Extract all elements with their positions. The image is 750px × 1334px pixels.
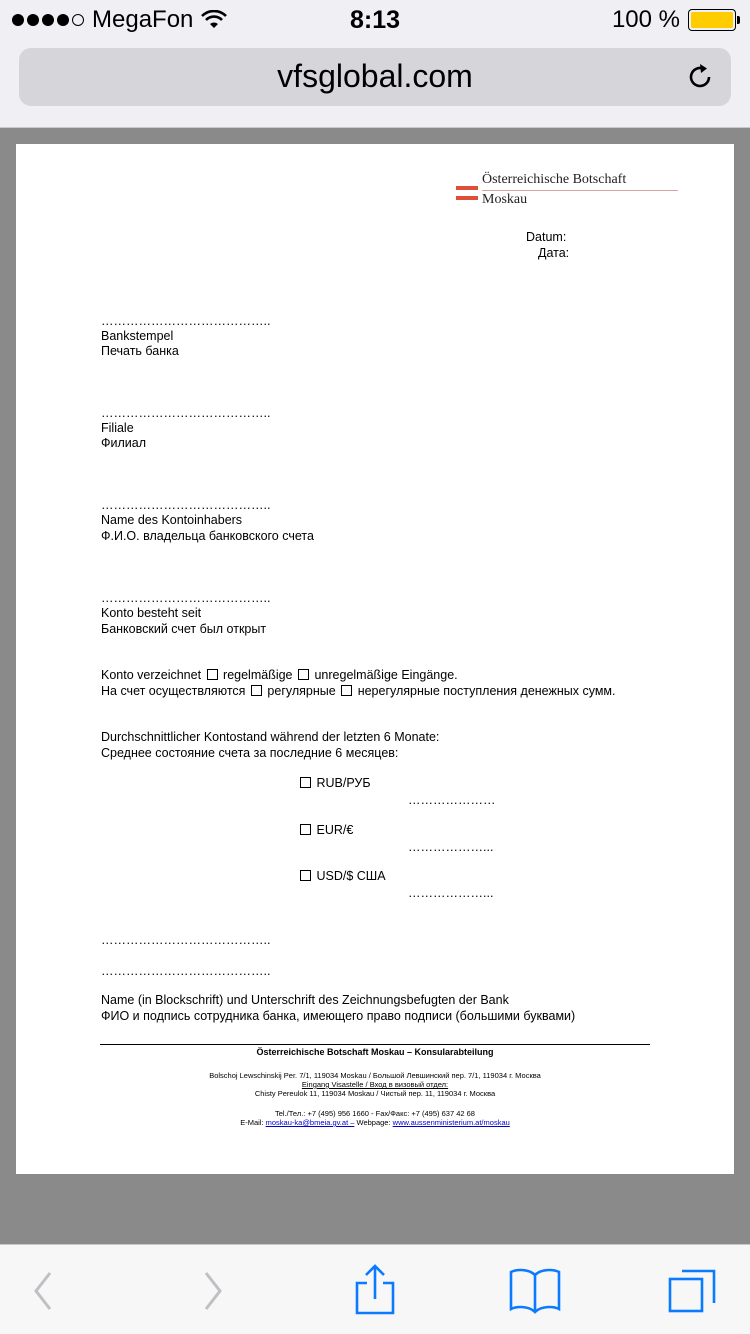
share-icon[interactable] — [347, 1263, 403, 1319]
footer-contact — [100, 1118, 650, 1127]
clock: 8:13 — [349, 6, 401, 34]
browser-address-area — [0, 40, 750, 128]
irregular-checkbox-de[interactable] — [298, 669, 309, 680]
footer-address: Bolschoj Lewschinskij Per. 7/1, 119034 Moskau / Большой Левшинский пер. 7/1, 119034 г. Москва — [209, 1071, 541, 1080]
web-content[interactable] — [0, 128, 750, 1244]
signature-dotline-1: ………………………………….. — [101, 933, 271, 947]
usd-label: USD/$ США — [316, 869, 386, 883]
signature-label-ru: ФИО и подпись сотрудника банка, имеющего право подписи (большими буквами) — [101, 1009, 576, 1023]
account-since-dotline: ………………………………….. — [101, 591, 271, 605]
average-balance-label-de: Durchschnittlicher Kontostand während der letzten 6 Monate: — [101, 730, 440, 744]
filiale-label-de: Filiale — [101, 421, 134, 435]
footer-web-link[interactable]: www.aussenministerium.at/moskau — [392, 1118, 510, 1127]
book-icon[interactable] — [507, 1263, 563, 1319]
document-page — [16, 144, 734, 1174]
eur-dotline: ………………... — [408, 840, 494, 854]
logo-line-2: Moskau — [482, 192, 528, 207]
reload-icon[interactable] — [685, 62, 715, 92]
eur-checkbox[interactable] — [300, 824, 311, 835]
bankstempel-label-ru: Печать банка — [101, 344, 179, 358]
average-balance-label-ru: Среднее состояние счета за последние 6 месяцев: — [101, 746, 399, 760]
regular-checkbox-ru[interactable] — [251, 685, 262, 696]
footer-web-label: Webpage: — [356, 1118, 391, 1127]
account-holder-dotline: ………………………………….. — [101, 498, 271, 512]
currency-eur — [298, 823, 353, 838]
footer-entrance: Eingang Visastelle / Вход в визовый отдел: — [301, 1080, 449, 1089]
regular-label-de: regelmäßige — [223, 668, 293, 682]
usd-checkbox[interactable] — [300, 870, 311, 881]
footer-phone: Tel./Тел.: +7 (495) 956 1660 - Fax/Факс: +7 (495) 637 42 68 — [275, 1109, 475, 1118]
footer-email-label: E-Mail: — [240, 1118, 264, 1127]
currency-rub — [298, 776, 371, 791]
filiale-label-ru: Филиал — [101, 436, 147, 450]
embassy-logo — [456, 172, 696, 212]
irregular-label-ru: нерегулярные поступления денежных сумм. — [357, 684, 616, 698]
footer-title: Österreichische Botschaft Moskau – Konsularabteilung — [256, 1047, 494, 1057]
footer-email-link[interactable]: moskau-ka@bmeia.gv.at – — [265, 1118, 355, 1127]
irregular-checkbox-ru[interactable] — [341, 685, 352, 696]
regular-checkbox-de[interactable] — [207, 669, 218, 680]
account-holder-label-de: Name des Kontoinhabers — [101, 513, 243, 527]
rub-checkbox[interactable] — [300, 777, 311, 788]
account-holder-label-ru: Ф.И.О. владельца банковского счета — [101, 529, 314, 543]
usd-dotline: ………………... — [408, 886, 494, 900]
chevron-left-icon[interactable] — [16, 1263, 72, 1319]
status-bar — [0, 0, 750, 40]
bankstempel-label-de: Bankstempel — [101, 329, 174, 343]
carrier-name: MegaFon — [92, 6, 194, 33]
regular-label-ru: регулярные — [267, 684, 336, 698]
currency-usd — [298, 869, 386, 884]
logo-line-1: Österreichische Botschaft — [482, 172, 627, 187]
datum-label-de: Datum: — [526, 230, 567, 244]
account-since-label-de: Konto besteht seit — [101, 606, 202, 620]
footer-divider — [100, 1044, 650, 1045]
chevron-right-icon[interactable] — [184, 1263, 240, 1319]
signature-dotline-2: ………………………………….. — [101, 964, 271, 978]
rub-label: RUB/РУБ — [316, 776, 371, 790]
konto-prefix-ru: На счет осуществляются — [101, 684, 246, 698]
datum-label-ru: Дата: — [538, 246, 570, 260]
url-text[interactable]: vfsglobal.com — [277, 58, 473, 94]
eur-label: EUR/€ — [316, 823, 354, 837]
footer-entrance-address: Chisty Pereulok 11, 119034 Moskau / Чистый пер. 11, 119034 г. Москва — [254, 1089, 496, 1098]
address-bar[interactable] — [19, 48, 731, 106]
irregular-label-de: unregelmäßige Eingänge. — [314, 668, 458, 682]
account-since-label-ru: Банковский счет был открыт — [101, 622, 267, 636]
battery-group — [612, 6, 736, 34]
konto-prefix-de: Konto verzeichnet — [101, 668, 202, 682]
filiale-dotline: ………………………………….. — [101, 406, 271, 420]
battery-icon — [688, 9, 736, 31]
battery-percent: 100 % — [611, 6, 680, 33]
konto-row-ru — [101, 684, 616, 699]
browser-toolbar — [0, 1244, 750, 1334]
bankstempel-dotline: ………………………………….. — [101, 314, 271, 328]
konto-row-de — [101, 668, 458, 683]
signature-label-de: Name (in Blockschrift) und Unterschrift des Zeichnungsbefugten der Bank — [101, 993, 509, 1007]
tabs-icon[interactable] — [666, 1263, 722, 1319]
rub-dotline: ………………… — [408, 793, 496, 807]
